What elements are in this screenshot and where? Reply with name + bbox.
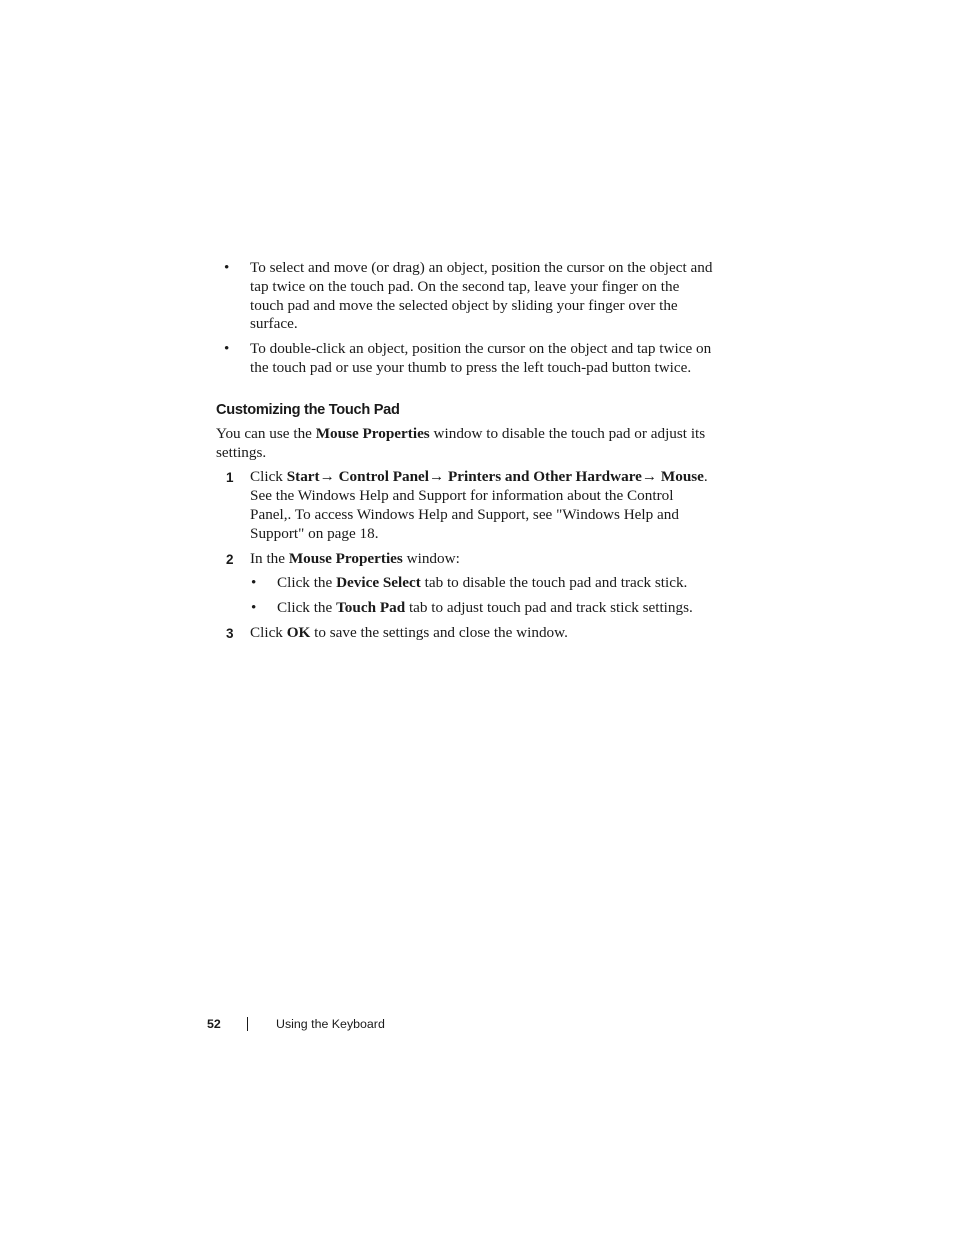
bullet-text: To select and move (or drag) an object, position the cursor on the object and tap twice on the touch pad. On the second tap, leave your finger on the touch pad and move the selected object by sliding your finger over the surface.	[250, 259, 713, 333]
intro-bold: Mouse Properties	[315, 424, 430, 442]
bullet-icon: •	[224, 259, 230, 276]
footer-divider	[247, 1017, 248, 1031]
sub-bold: Touch Pad	[336, 599, 406, 617]
page-footer	[207, 1015, 385, 1033]
step-item	[216, 550, 716, 618]
step-number: 3	[226, 625, 234, 641]
list-item	[250, 599, 716, 618]
steps-list	[216, 468, 716, 642]
step-text: In the	[250, 549, 289, 567]
step-bold: Start	[286, 468, 320, 486]
intro-paragraph	[216, 425, 716, 463]
bullet-list	[216, 259, 716, 378]
step-number: 2	[226, 551, 234, 567]
step-bold: Printers and Other Hardware	[444, 468, 642, 486]
list-item	[216, 259, 716, 334]
sub-text: Click the	[277, 599, 337, 617]
sub-text: tab to adjust touch pad and track stick settings.	[405, 599, 693, 617]
section-heading: Customizing the Touch Pad	[216, 401, 400, 418]
intro-text: window to disable the touch pad or adjust its settings.	[216, 424, 706, 461]
step-text: Click	[250, 623, 287, 641]
step-text: to save the settings and close the window.	[310, 623, 568, 641]
step-bold: Mouse	[657, 468, 704, 486]
step-item	[216, 624, 716, 643]
sub-bold: Device Select	[336, 574, 421, 592]
step-bold: Mouse Properties	[288, 549, 403, 567]
page-content	[216, 259, 716, 649]
intro-text: You can use the	[216, 424, 316, 442]
step-bold: Control Panel	[334, 468, 430, 486]
arrow-icon: →	[641, 468, 658, 486]
arrow-icon: →	[429, 468, 445, 486]
page-number: 52	[207, 1017, 221, 1031]
step-text: . See the Windows Help and Support for information about the Control Panel,. To access Windows Help and Support, see "Windows Help and Support" on page 18.	[250, 468, 708, 542]
bullet-icon: •	[224, 340, 230, 358]
list-item	[216, 340, 716, 378]
step-text: Click	[250, 468, 287, 486]
sub-bullet-list	[250, 574, 716, 618]
bullet-icon: •	[251, 599, 257, 617]
sub-text: Click the	[277, 574, 337, 592]
footer-section-title: Using the Keyboard	[276, 1017, 385, 1031]
arrow-icon: →	[319, 468, 335, 486]
bullet-text: To double-click an object, position the cursor on the object and tap twice on the touch pad or use your thumb to press the left touch-pad button twice.	[250, 340, 712, 376]
step-bold: OK	[286, 623, 311, 641]
step-number: 1	[226, 470, 234, 486]
step-text: window:	[402, 549, 460, 567]
sub-text: tab to disable the touch pad and track stick.	[420, 574, 688, 592]
step-item	[216, 468, 716, 543]
bullet-icon: •	[251, 574, 257, 592]
list-item	[250, 574, 716, 593]
